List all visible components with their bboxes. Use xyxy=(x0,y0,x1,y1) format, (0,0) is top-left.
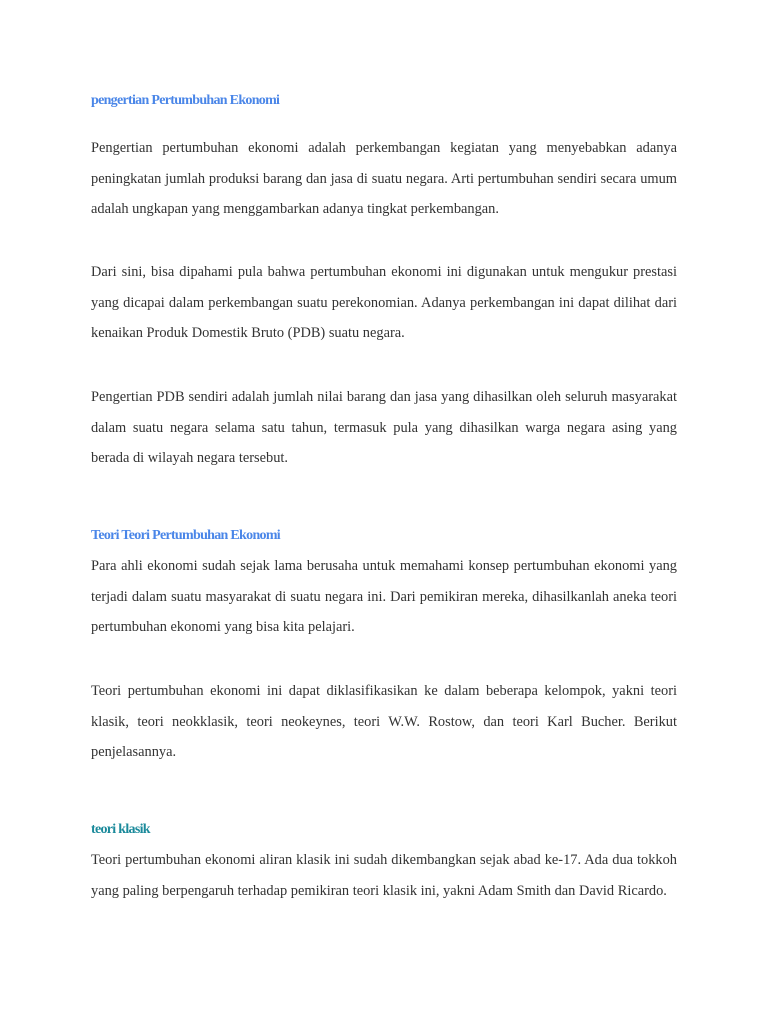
heading-teori-teori-pertumbuhan-ekonomi: Teori Teori Pertumbuhan Ekonomi xyxy=(91,528,280,543)
heading-teori-klasik: teori klasik xyxy=(91,822,150,837)
paragraph-pengertian: Pengertian pertumbuhan ekonomi adalah perkembangan kegiatan yang menyebabkan adanya peningkatan jumlah produksi barang dan jasa di suatu negara. Arti pertumbuhan sendiri secara umum adalah ungkapan yang menggambarkan adanya tingkat perkembangan. xyxy=(91,140,677,217)
paragraph-pengertian-pdb: Pengertian PDB sendiri adalah jumlah nilai barang dan jasa yang dihasilkan oleh seluruh masyarakat dalam suatu negara selama satu tahun, termasuk pula yang dihasilkan warga negara asing yang berada di wilayah negara tersebut. xyxy=(91,389,677,466)
paragraph-teori-klasik: Teori pertumbuhan ekonomi aliran klasik ini sudah dikembangkan sejak abad ke-17. Ada dua tokkoh yang paling berpengaruh terhadap pemikiran teori klasik ini, yakni Adam Smith dan David Ricardo. xyxy=(91,852,677,899)
paragraph-para-ahli: Para ahli ekonomi sudah sejak lama berusaha untuk memahami konsep pertumbuhan ekonomi yang terjadi dalam suatu masyarakat di suatu negara ini. Dari pemikiran mereka, dihasilkanlah aneka teori pertumbuhan ekonomi yang bisa kita pelajari. xyxy=(91,558,677,635)
paragraph-dari-sini: Dari sini, bisa dipahami pula bahwa pertumbuhan ekonomi ini digunakan untuk mengukur prestasi yang dicapai dalam perkembangan suatu perekonomian. Adanya perkembangan ini dapat dilihat dari kenaikan Produk Domestik Bruto (PDB) suatu negara. xyxy=(91,264,677,341)
heading-pengertian-pertumbuhan-ekonomi: pengertian Pertumbuhan Ekonomi xyxy=(91,93,280,108)
paragraph-klasifikasi: Teori pertumbuhan ekonomi ini dapat diklasifikasikan ke dalam beberapa kelompok, yakni teori klasik, teori neokklasik, teori neokeynes, teori W.W. Rostow, dan teori Karl Bucher. Berikut penjelasannya. xyxy=(91,683,677,760)
